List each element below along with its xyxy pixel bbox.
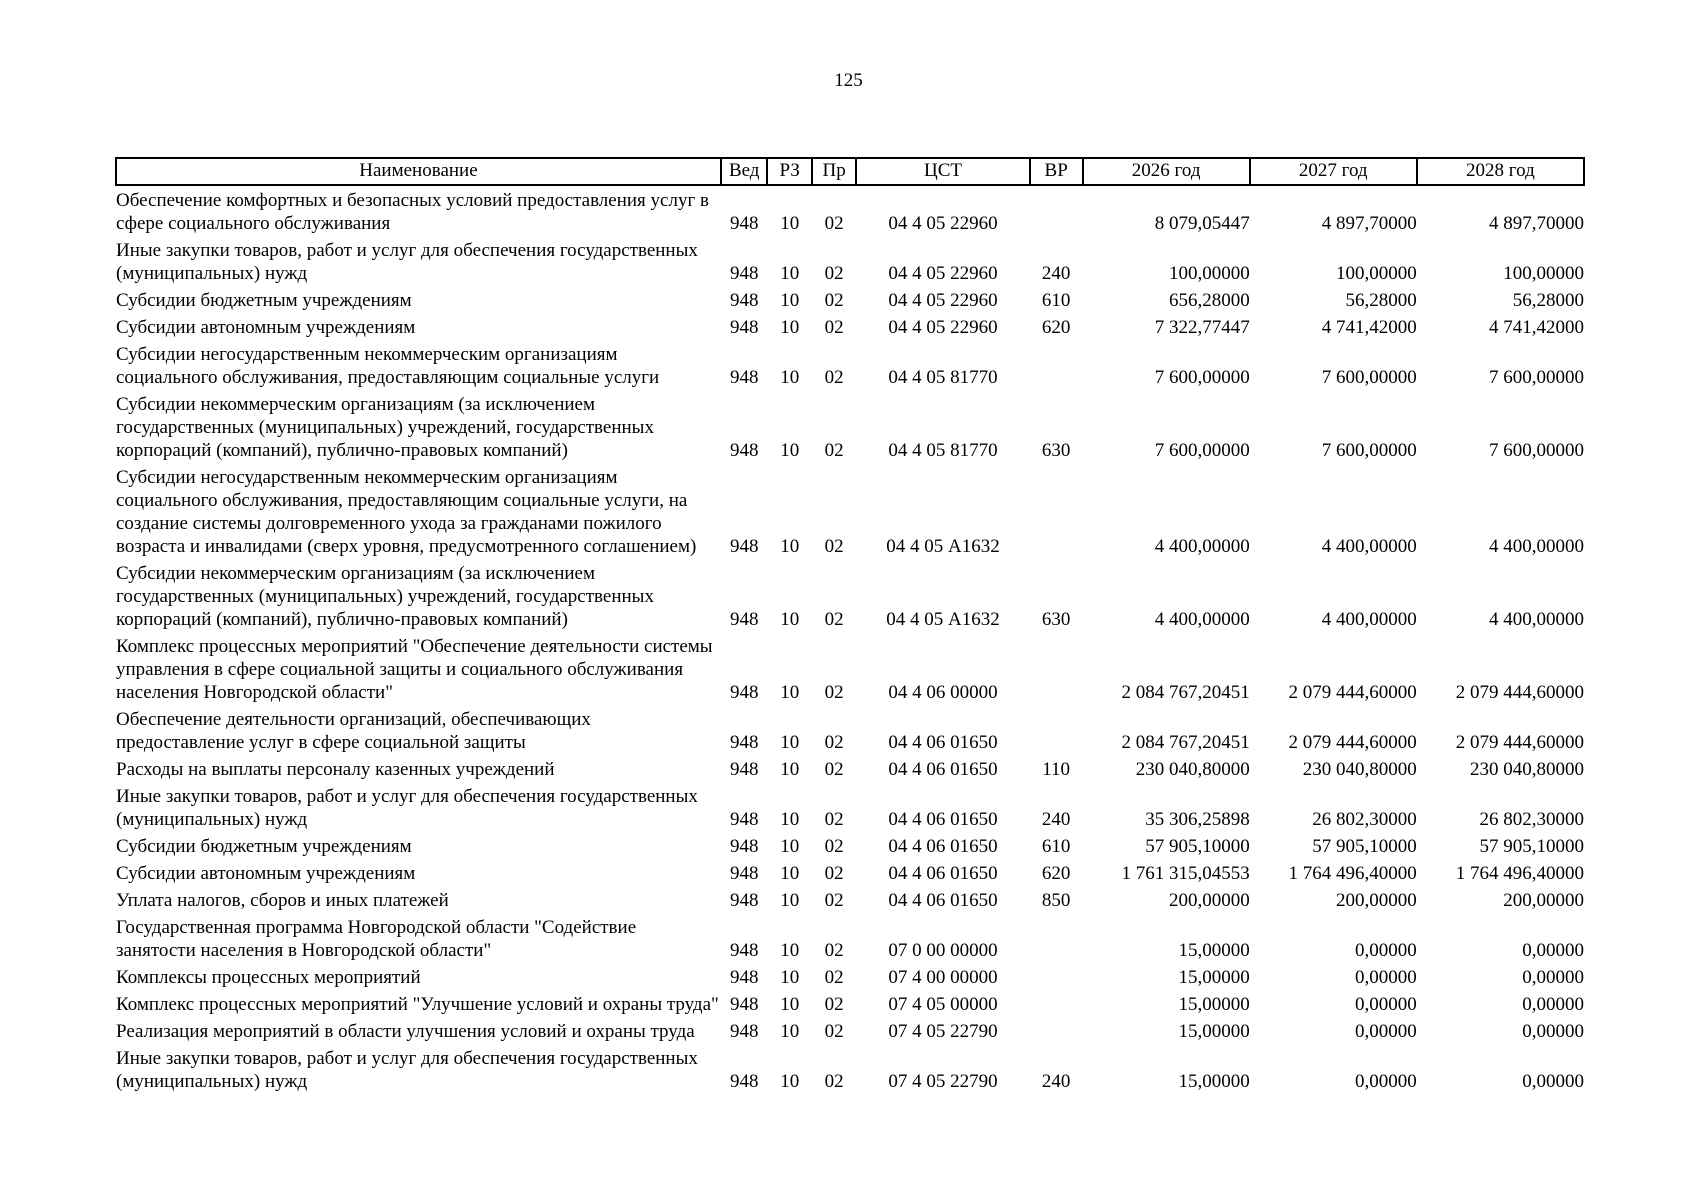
row-2028: 7 600,00000: [1489, 367, 1584, 388]
row-ved: 948: [729, 759, 759, 780]
row-ved: 948: [729, 863, 759, 884]
row-pr: 02: [824, 890, 844, 911]
row-name: Субсидии автономным учреждениям: [116, 863, 416, 884]
row-2026: 15,00000: [1178, 1021, 1250, 1042]
row-2027: 0,00000: [1355, 1071, 1417, 1092]
row-cst: 04 4 06 01650: [888, 732, 998, 753]
row-rz: 10: [780, 967, 800, 988]
row-pr: 02: [824, 440, 844, 461]
row-pr: 02: [824, 809, 844, 830]
row-rz: 10: [780, 809, 800, 830]
row-rz: 10: [780, 609, 800, 630]
row-2027: 4 400,00000: [1321, 609, 1417, 630]
row-2026: 4 400,00000: [1154, 609, 1250, 630]
row-pr: 02: [824, 940, 844, 961]
row-2027: 4 897,70000: [1321, 213, 1417, 234]
row-2027: 57 905,10000: [1312, 836, 1417, 857]
row-pr: 02: [824, 290, 844, 311]
row-2026: 2 084 767,20451: [1121, 682, 1250, 703]
row-pr: 02: [824, 1071, 844, 1092]
row-pr: 02: [824, 317, 844, 338]
row-name: Реализация мероприятий в области улучшения условий и охраны труда: [116, 1021, 695, 1042]
row-2026: 15,00000: [1178, 967, 1250, 988]
row-2027: 7 600,00000: [1321, 440, 1417, 461]
row-2026: 35 306,25898: [1145, 809, 1250, 830]
row-2027: 0,00000: [1355, 994, 1417, 1015]
table-row: [116, 705, 1584, 755]
row-cst: 04 4 06 00000: [888, 682, 998, 703]
row-pr: 02: [824, 682, 844, 703]
row-name: Иные закупки товаров, работ и услуг для обеспечения государственных (муниципальных) нужд: [116, 240, 698, 284]
header-ved: Вед: [721, 158, 768, 185]
row-2026: 7 322,77447: [1154, 317, 1250, 338]
row-pr: 02: [824, 263, 844, 284]
row-cst: 07 4 05 22790: [888, 1021, 998, 1042]
row-rz: 10: [780, 1071, 800, 1092]
row-2026: 15,00000: [1178, 940, 1250, 961]
row-2028: 230 040,80000: [1470, 759, 1584, 780]
row-vr: [1030, 1017, 1083, 1044]
row-vr: 240: [1041, 1071, 1071, 1092]
row-rz: 10: [780, 682, 800, 703]
row-vr: 240: [1041, 809, 1071, 830]
row-ved: 948: [729, 536, 759, 557]
row-name: Иные закупки товаров, работ и услуг для обеспечения государственных (муниципальных) нужд: [116, 1048, 698, 1092]
row-rz: 10: [780, 1021, 800, 1042]
row-cst: 04 4 06 01650: [888, 890, 998, 911]
row-pr: 02: [824, 967, 844, 988]
row-ved: 948: [729, 994, 759, 1015]
row-ved: 948: [729, 809, 759, 830]
row-rz: 10: [780, 994, 800, 1015]
row-rz: 10: [780, 367, 800, 388]
table-row: [116, 463, 1584, 559]
row-2026: 4 400,00000: [1154, 536, 1250, 557]
row-name: Уплата налогов, сборов и иных платежей: [116, 890, 449, 911]
table-row: [116, 559, 1584, 632]
row-ved: 948: [729, 732, 759, 753]
table-row: [116, 913, 1584, 963]
table-row: [116, 340, 1584, 390]
row-vr: [1030, 990, 1083, 1017]
row-2027: 56,28000: [1345, 290, 1417, 311]
row-rz: 10: [780, 317, 800, 338]
row-rz: 10: [780, 890, 800, 911]
row-pr: 02: [824, 994, 844, 1015]
row-vr: [1030, 463, 1083, 559]
row-name: Государственная программа Новгородской области "Содействие занятости населения в Новгородской области": [116, 917, 637, 961]
row-name: Субсидии автономным учреждениям: [116, 317, 416, 338]
row-2028: 4 741,42000: [1489, 317, 1584, 338]
row-pr: 02: [824, 536, 844, 557]
table-row: [116, 286, 1584, 313]
row-vr: 610: [1041, 290, 1071, 311]
row-vr: [1030, 963, 1083, 990]
table-row: [116, 832, 1584, 859]
row-pr: 02: [824, 213, 844, 234]
page-number: 125: [834, 70, 863, 91]
row-name: Субсидии бюджетным учреждениям: [116, 836, 412, 857]
row-cst: 04 4 05 22960: [888, 317, 998, 338]
table-row: [116, 990, 1584, 1017]
row-ved: 948: [729, 440, 759, 461]
row-2027: 7 600,00000: [1321, 367, 1417, 388]
row-vr: 620: [1041, 863, 1071, 884]
row-2028: 0,00000: [1522, 940, 1584, 961]
header-cst: ЦСТ: [856, 158, 1029, 185]
row-ved: 948: [729, 682, 759, 703]
row-vr: [1030, 632, 1083, 705]
row-cst: 04 4 06 01650: [888, 836, 998, 857]
row-2027: 200,00000: [1336, 890, 1417, 911]
row-2026: 1 761 315,04553: [1121, 863, 1250, 884]
row-name: Комплекс процессных мероприятий "Улучшение условий и охраны труда": [116, 994, 719, 1015]
table-row: [116, 313, 1584, 340]
row-name: Обеспечение комфортных и безопасных условий предоставления услуг в сфере социального обслуживания: [116, 190, 709, 234]
row-rz: 10: [780, 732, 800, 753]
table-row: [116, 859, 1584, 886]
row-pr: 02: [824, 759, 844, 780]
row-2026: 15,00000: [1178, 994, 1250, 1015]
row-name: Субсидии негосударственным некоммерческим организациям социального обслуживания, предоставляющим социальные услуги: [116, 344, 660, 388]
table-row: [116, 390, 1584, 463]
row-2027: 1 764 496,40000: [1288, 863, 1417, 884]
row-2026: 200,00000: [1168, 890, 1250, 911]
row-name: Субсидии бюджетным учреждениям: [116, 290, 412, 311]
row-2028: 4 897,70000: [1489, 213, 1584, 234]
row-2027: 0,00000: [1355, 967, 1417, 988]
row-ved: 948: [729, 1021, 759, 1042]
row-ved: 948: [729, 967, 759, 988]
row-vr: 630: [1041, 609, 1071, 630]
row-ved: 948: [729, 290, 759, 311]
row-cst: 07 4 05 22790: [888, 1071, 998, 1092]
row-rz: 10: [780, 759, 800, 780]
budget-table: [115, 157, 1585, 1094]
row-2028: 4 400,00000: [1489, 536, 1584, 557]
row-ved: 948: [729, 940, 759, 961]
row-name: Иные закупки товаров, работ и услуг для обеспечения государственных (муниципальных) нужд: [116, 786, 698, 830]
row-vr: [1030, 913, 1083, 963]
row-cst: 04 4 06 01650: [888, 809, 998, 830]
header-name: Наименование: [116, 158, 721, 185]
header-2026: 2026 год: [1083, 158, 1250, 185]
row-rz: 10: [780, 213, 800, 234]
row-2027: 2 079 444,60000: [1288, 682, 1417, 703]
row-2028: 2 079 444,60000: [1455, 732, 1584, 753]
table-header-row: [116, 158, 1584, 185]
row-2028: 0,00000: [1522, 967, 1584, 988]
row-vr: [1030, 185, 1083, 236]
row-cst: 04 4 06 01650: [888, 759, 998, 780]
row-ved: 948: [729, 317, 759, 338]
table-row: [116, 1017, 1584, 1044]
row-vr: 240: [1041, 263, 1071, 284]
row-vr: [1030, 340, 1083, 390]
row-pr: 02: [824, 863, 844, 884]
table-row: [116, 886, 1584, 913]
row-rz: 10: [780, 440, 800, 461]
row-2027: 4 400,00000: [1321, 536, 1417, 557]
table-row: [116, 1044, 1584, 1094]
row-name: Обеспечение деятельности организаций, обеспечивающих предоставление услуг в сфере социальной защиты: [116, 709, 591, 753]
row-2027: 4 741,42000: [1321, 317, 1417, 338]
row-cst: 04 4 05 А1632: [886, 609, 1000, 630]
row-cst: 04 4 06 01650: [888, 863, 998, 884]
row-ved: 948: [729, 836, 759, 857]
row-cst: 04 4 05 22960: [888, 213, 998, 234]
row-2028: 7 600,00000: [1489, 440, 1584, 461]
row-2028: 4 400,00000: [1489, 609, 1584, 630]
row-vr: [1030, 705, 1083, 755]
table-row: [116, 185, 1584, 236]
row-cst: 04 4 05 22960: [888, 290, 998, 311]
row-vr: 110: [1042, 759, 1071, 780]
row-ved: 948: [729, 609, 759, 630]
header-2028: 2028 год: [1417, 158, 1584, 185]
row-pr: 02: [824, 609, 844, 630]
row-2027: 0,00000: [1355, 1021, 1417, 1042]
row-rz: 10: [780, 836, 800, 857]
row-vr: 610: [1041, 836, 1071, 857]
row-rz: 10: [780, 263, 800, 284]
row-2026: 2 084 767,20451: [1121, 732, 1250, 753]
row-rz: 10: [780, 290, 800, 311]
row-2028: 26 802,30000: [1479, 809, 1584, 830]
row-cst: 07 0 00 00000: [888, 940, 998, 961]
header-pr: Пр: [812, 158, 856, 185]
row-cst: 04 4 05 81770: [888, 440, 998, 461]
row-2026: 230 040,80000: [1135, 759, 1250, 780]
row-2028: 1 764 496,40000: [1455, 863, 1584, 884]
row-name: Субсидии негосударственным некоммерческим организациям социального обслуживания, предоставляющим социальные услуги, на создание системы долговременного ухода за гражданами пожилого возраста и инвалидами (сверх уровня, предусмотренного соглашением): [116, 467, 697, 557]
row-rz: 10: [780, 863, 800, 884]
row-2027: 100,00000: [1336, 263, 1417, 284]
row-2026: 8 079,05447: [1154, 213, 1250, 234]
row-cst: 04 4 05 А1632: [886, 536, 1000, 557]
table-row: [116, 236, 1584, 286]
row-ved: 948: [729, 1071, 759, 1092]
table-row: [116, 755, 1584, 782]
row-rz: 10: [780, 536, 800, 557]
row-2028: 200,00000: [1503, 890, 1584, 911]
row-2026: 15,00000: [1178, 1071, 1250, 1092]
row-pr: 02: [824, 1021, 844, 1042]
row-2028: 0,00000: [1522, 1071, 1584, 1092]
row-vr: 850: [1041, 890, 1071, 911]
row-name: Комплексы процессных мероприятий: [116, 967, 421, 988]
header-2027: 2027 год: [1250, 158, 1417, 185]
row-pr: 02: [824, 367, 844, 388]
row-2028: 56,28000: [1512, 290, 1584, 311]
row-pr: 02: [824, 836, 844, 857]
row-ved: 948: [729, 213, 759, 234]
row-2028: 100,00000: [1503, 263, 1584, 284]
row-vr: 630: [1041, 440, 1071, 461]
row-2028: 0,00000: [1522, 994, 1584, 1015]
row-2027: 26 802,30000: [1312, 809, 1417, 830]
table-row: [116, 963, 1584, 990]
row-2026: 100,00000: [1168, 263, 1250, 284]
row-2027: 0,00000: [1355, 940, 1417, 961]
row-cst: 07 4 00 00000: [888, 967, 998, 988]
row-2026: 656,28000: [1168, 290, 1250, 311]
row-cst: 04 4 05 81770: [888, 367, 998, 388]
table-body: [116, 185, 1584, 1094]
row-2027: 230 040,80000: [1302, 759, 1417, 780]
row-pr: 02: [824, 732, 844, 753]
row-name: Комплекс процессных мероприятий "Обеспечение деятельности системы управления в сфере социальной защиты и социального обслуживания населения Новгородской области": [116, 636, 713, 703]
row-name: Расходы на выплаты персоналу казенных учреждений: [116, 759, 555, 780]
table-row: [116, 632, 1584, 705]
row-name: Субсидии некоммерческим организациям (за исключением государственных (муниципальных) учреждений, государственных корпораций (компаний), публично-правовых компаний): [116, 563, 654, 630]
row-2028: 2 079 444,60000: [1455, 682, 1584, 703]
row-name: Субсидии некоммерческим организациям (за исключением государственных (муниципальных) учреждений, государственных корпораций (компаний), публично-правовых компаний): [116, 394, 654, 461]
table-row: [116, 782, 1584, 832]
row-rz: 10: [780, 940, 800, 961]
row-2028: 57 905,10000: [1479, 836, 1584, 857]
row-ved: 948: [729, 367, 759, 388]
row-cst: 07 4 05 00000: [888, 994, 998, 1015]
header-rz: РЗ: [767, 158, 811, 185]
row-cst: 04 4 05 22960: [888, 263, 998, 284]
row-2028: 0,00000: [1522, 1021, 1584, 1042]
row-2027: 2 079 444,60000: [1288, 732, 1417, 753]
row-ved: 948: [729, 263, 759, 284]
row-2026: 57 905,10000: [1145, 836, 1250, 857]
row-vr: 620: [1041, 317, 1071, 338]
row-2026: 7 600,00000: [1154, 367, 1250, 388]
row-2026: 7 600,00000: [1154, 440, 1250, 461]
row-ved: 948: [729, 890, 759, 911]
header-vr: ВР: [1030, 158, 1083, 185]
